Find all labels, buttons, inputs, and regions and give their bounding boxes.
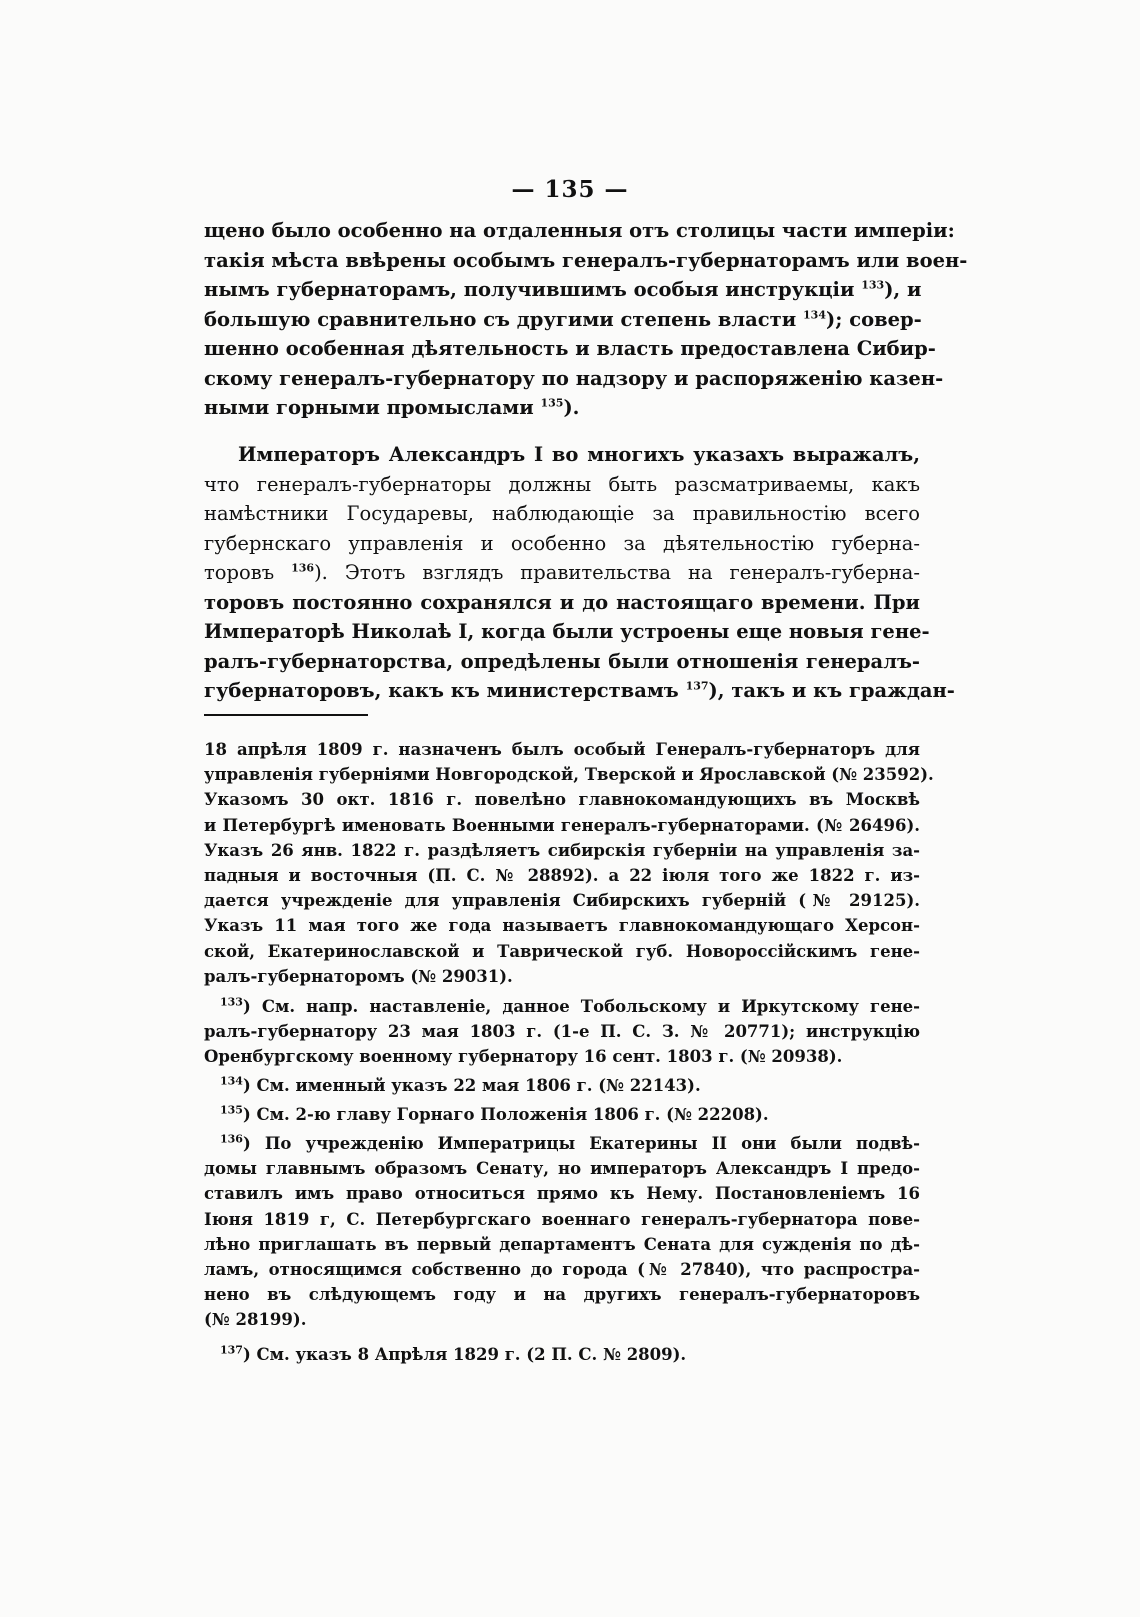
footnote-text: ) См. именный указъ 22 мая 1806 г. (№ 22143). xyxy=(242,1076,701,1095)
footnote-line: домы главнымъ образомъ Сенату, но императоръ Александръ I предо- xyxy=(204,1159,920,1179)
text-line-end: ). Этотъ взглядъ правительства на генералъ-губерна- xyxy=(314,561,920,584)
footnote-135 xyxy=(204,1102,920,1127)
text-line xyxy=(204,676,955,706)
text-line: такія мѣста ввѣрены особымъ генералъ-губернаторамъ или воен- xyxy=(204,248,968,272)
paragraph-2 xyxy=(204,440,955,706)
text-line-end: ); совер- xyxy=(825,307,922,331)
text-line: щено было особенно на отдаленныя отъ столицы части имперіи: xyxy=(204,219,955,242)
footnote-continuation xyxy=(204,737,934,989)
text-line xyxy=(204,558,920,588)
footnote-ref-133: 133 xyxy=(861,278,885,292)
footnote-line: ставилъ имъ право относиться прямо къ Нему. Постановленіемъ 16 xyxy=(204,1184,920,1204)
footnote-line xyxy=(204,994,920,1019)
footnote-line: Указомъ 30 окт. 1816 г. повелѣно главнокомандующихъ въ Москвѣ xyxy=(204,790,920,810)
footnote-137 xyxy=(204,1342,920,1367)
text-line-end: ). xyxy=(563,396,580,419)
footnote-text: ) См. указъ 8 Апрѣля 1829 г. (2 П. С. № 2809). xyxy=(242,1345,687,1364)
footnote-number: 137 xyxy=(220,1343,243,1357)
footnote-text: ) См. напр. наставленіе, данное Тобольскому и Иркутскому гене- xyxy=(242,997,920,1016)
footnote-line: управленія губерніями Новгородской, Тверской и Ярославской (№ 23592). xyxy=(204,765,934,785)
text-line-start: большую сравнительно съ другими степень власти xyxy=(204,307,797,331)
text-line xyxy=(204,393,920,423)
text-line xyxy=(204,305,920,335)
text-line xyxy=(204,275,920,305)
text-line: шенно особенная дѣятельность и власть предоставлена Сибир- xyxy=(204,337,936,360)
footnote-ref-134: 134 xyxy=(803,308,826,321)
footnote-line: лѣно приглашать въ первый департаментъ Сената для сужденія по дѣ- xyxy=(204,1234,920,1254)
page-number: — 135 — xyxy=(511,176,629,203)
text-line-start: ными горными промыслами xyxy=(204,396,534,419)
text-line: Императорѣ Николаѣ I, когда были устроены еще новыя гене- xyxy=(204,620,930,643)
footnote-line: дается учрежденіе для управленія Сибирскихъ губерній (№ 29125). xyxy=(204,891,920,911)
footnote-line: Іюня 1819 г, С. Петербургскаго военнаго генералъ-губернатора пове- xyxy=(204,1209,920,1229)
footnote-line: Указъ 11 мая того же года называетъ главнокомандующаго Херсон- xyxy=(204,916,920,936)
paragraph-1 xyxy=(204,216,968,423)
footnote-line: ралъ-губернаторомъ (№ 29031). xyxy=(204,966,513,986)
text-line: скому генералъ-губернатору по надзору и распоряженію казен- xyxy=(204,366,944,390)
footnote-line xyxy=(204,1131,920,1156)
footnote-line: (№ 28199). xyxy=(204,1310,307,1330)
footnote-ref-137: 137 xyxy=(685,679,709,693)
footnote-line xyxy=(204,1102,920,1127)
footnote-line: ралъ-губернатору 23 мая 1803 г. (1-е П. С. З. № 20771); инструкцію xyxy=(204,1022,920,1042)
text-line-start: нымъ губернаторамъ, получившимъ особыя инструкціи xyxy=(204,278,855,301)
footnote-line xyxy=(204,1073,920,1098)
footnote-133 xyxy=(204,994,920,1070)
footnote-number: 135 xyxy=(220,1103,243,1117)
footnote-line: и Петербургѣ именовать Военными генералъ-губернаторами. (№ 26496). xyxy=(204,815,920,835)
text-line-start: торовъ xyxy=(204,561,275,584)
footnote-line xyxy=(204,1342,920,1367)
text-line: губернскаго управленія и особенно за дѣятельностію губерна- xyxy=(204,531,920,555)
footnote-ref-135: 135 xyxy=(540,396,564,410)
text-line: Императоръ Александръ I во многихъ указахъ выражалъ, xyxy=(238,443,920,466)
footnote-number: 134 xyxy=(220,1074,243,1088)
footnote-text: ) См. 2-ю главу Горнаго Положенія 1806 г. (№ 22208). xyxy=(242,1105,769,1124)
footnote-line: падныя и восточныя (П. С. № 28892). а 22 іюля того же 1822 г. из- xyxy=(204,865,920,885)
text-line: торовъ постоянно сохранялся и до настоящаго времени. При xyxy=(204,590,920,614)
footnote-134 xyxy=(204,1073,920,1098)
footnote-line: 18 апрѣля 1809 г. назначенъ былъ особый Генералъ-губернаторъ для xyxy=(204,740,920,759)
text-line-end: ), такъ и къ граждан- xyxy=(708,679,955,702)
text-line-end: ), и xyxy=(884,278,922,301)
text-line: намѣстники Государевы, наблюдающіе за правильностію всего xyxy=(204,502,920,525)
footnote-line: Оренбургскому военному губернатору 16 сент. 1803 г. (№ 20938). xyxy=(204,1047,843,1067)
text-line: что генералъ-губернаторы должны быть разсматриваемы, какъ xyxy=(204,472,920,496)
footnote-number: 136 xyxy=(220,1132,243,1146)
footnote-divider xyxy=(204,714,368,716)
footnote-136 xyxy=(204,1131,920,1333)
footnote-text: ) По учрежденію Императрицы Екатерины II они были подвѣ- xyxy=(242,1134,920,1153)
footnote-line: ламъ, относящимся собственно до города (№ 27840), что распростра- xyxy=(204,1259,920,1279)
text-line: ралъ-губернаторства, опредѣлены были отношенія генералъ- xyxy=(204,649,920,673)
footnote-line: Указъ 26 янв. 1822 г. раздѣляетъ сибирскія губерніи на управленія за- xyxy=(204,840,920,860)
footnote-ref-136: 136 xyxy=(291,561,315,575)
footnote-line: ской, Екатеринославской и Таврической губ. Новороссійскимъ гене- xyxy=(204,941,920,961)
footnote-number: 133 xyxy=(220,995,243,1009)
text-line-start: губернаторовъ, какъ къ министерствамъ xyxy=(204,679,679,702)
footnote-line: нено въ слѣдующемъ году и на другихъ генералъ-губернаторовъ xyxy=(204,1285,920,1305)
